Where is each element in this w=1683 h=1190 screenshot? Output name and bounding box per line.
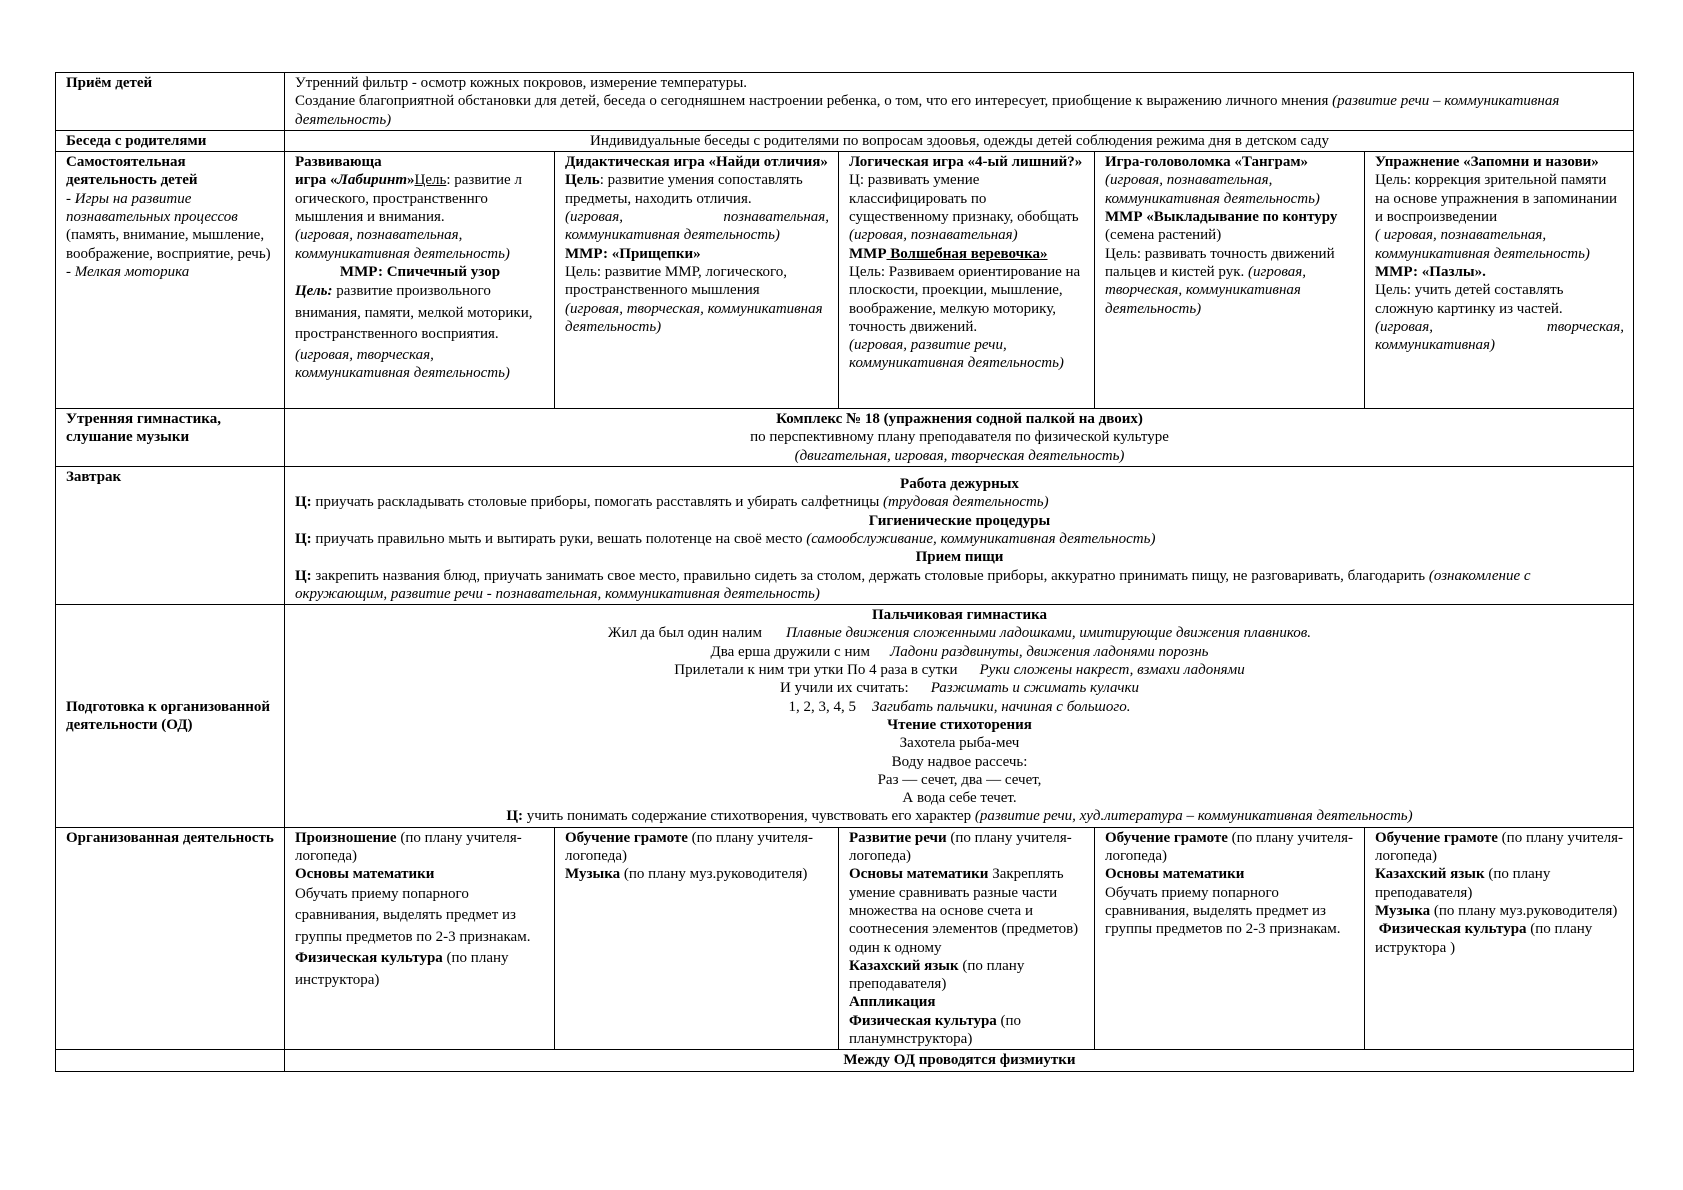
row-reception: [56, 73, 1634, 131]
independent-monday: Развивающа игра «Лабиринт»Цель: развитие л огического, пространственнго мышления и внимания. (игровая, познавательная, коммуникативная деятельность) ММР: Спичечный узор Цель: развитие произвольного внимания, памяти, мелкой моторики, пространственного восприятия. (игровая, творческая, коммуникативная деятельность): [285, 152, 555, 409]
od-thursday: Обучение грамоте (по плану учителя-логопеда) Основы математики Обучать приему попарного сравнивания, выделять предмет из группы предметов по 2-3 признакам.: [1095, 827, 1365, 1050]
reception-line1: Утренний фильтр - осмотр кожных покровов, измерение температуры.: [295, 75, 748, 91]
row-label-footer: [56, 1050, 285, 1071]
row-parents: [56, 130, 1634, 151]
reception-content: [285, 73, 1634, 131]
row-label-parents: Беседа с родителями: [56, 130, 285, 151]
footer-content: Между ОД проводятся физмиутки: [285, 1050, 1634, 1071]
prep-content: Пальчиковая гимнастика Жил да был один налим Плавные движения сложенными ладошками, имитирующие движения плавников. Два ерша дружили с ним Ладони раздвинуты, движения ладонями порознь Прилетали к ним три утки По 4 раза в сутки Руки сложены накрест, взмахи ладонями И учили их считать: Разжимать и сжимать кулачки 1, 2, 3, 4, 5 Загибать пальчики, начиная с большого. Чтение стихоторения Захотела рыба-меч Воду надвое рассечь: Раз — сечет, два — сечет, А вода себе течет. Ц: учить понимать содержание стихотворения, чувствовать его характер (развитие речи, худ.литература – коммуникативная деятельность): [285, 605, 1634, 828]
od-monday: Произношение (по плану учителя-логопеда) Основы математики Обучать приему попарного сравнивания, выделять предмет из группы предметов по 2-3 признакам. Физическая культура (по плану инструктора): [285, 827, 555, 1050]
row-label-breakfast: Завтрак: [56, 467, 285, 605]
od-friday: Обучение грамоте (по плану учителя-логопеда) Казахский язык (по плану преподавателя) Музыка (по плану муз.руководителя) Физическая культура (по плану иструктора ): [1365, 827, 1634, 1050]
od-wednesday: Развитие речи (по плану учителя-логопеда) Основы математики Закреплять умение сравнивать разные части множества на основе счета и соотнесения элементов (предметов) один к одному Казахский язык (по плану преподавателя) Аппликация Физическая культура (по планумнструктора): [839, 827, 1095, 1050]
parents-content: Индивидуальные беседы с родителями по вопросам здоовья, одежды детей соблюдения режима дня в детском саду: [285, 130, 1634, 151]
od-tuesday: Обучение грамоте (по плану учителя-логопеда) Музыка (по плану муз.руководителя): [555, 827, 839, 1050]
row-label-reception: Приём детей: [56, 73, 285, 131]
row-label-prep: Подготовка к организованной деятельности (ОД): [56, 605, 285, 828]
row-od: [56, 827, 1634, 1050]
row-footer: [56, 1050, 1634, 1071]
gym-content: Комплекс № 18 (упражнения содной палкой на двоих) по перспективному плану преподавателя по физической культуре (двигательная, игровая, творческая деятельность): [285, 409, 1634, 467]
independent-friday: Упражнение «Запомни и назови» Цель: коррекция зрительной памяти на основе упражнения в запоминании и воспроизведении ( игровая, познавательная, коммуникативная деятельность) ММР: «Пазлы». Цель: учить детей составлять сложную картинку из частей. (игровая, творческая, коммуникативная): [1365, 152, 1634, 409]
daily-plan-table: [55, 72, 1634, 1072]
row-label-gym: Утренняя гимнастика, слушание музыки: [56, 409, 285, 467]
reception-line2: Создание благоприятной обстановки для детей, беседа о сегодняшнем настроении ребенка, о том, что его интересует, приобщение к выражению личного мнения (развитие речи – коммуникативная деятельность): [295, 93, 1560, 128]
row-gym: [56, 409, 1634, 467]
row-label-independent: Самостоятельная деятельность детей - Игры на развитие познавательных процессов (память, внимание, мышление, воображение, восприятие, речь) - Мелкая моторика: [56, 152, 285, 409]
independent-tuesday: Дидактическая игра «Найди отличия» Цель: развитие умения сопоставлять предметы, находить отличия. (игровая, познавательная, коммуникативная деятельность) ММР: «Прищепки» Цель: развитие ММР, логического, пространственного мышления (игровая, творческая, коммуникативная деятельность): [555, 152, 839, 409]
independent-thursday: Игра-головоломка «Танграм» (игровая, познавательная, коммуникативная деятельность) ММР «Выкладывание по контуру (семена растений) Цель: развивать точность движений пальцев и кистей рук. (игровая, творческая, коммуникативная деятельность): [1095, 152, 1365, 409]
row-independent: [56, 152, 1634, 409]
breakfast-content: Работа дежурных Ц: приучать раскладывать столовые приборы, помогать расставлять и убирать салфетницы (трудовая деятельность) Гигиенические процедуры Ц: приучать правильно мыть и вытирать руки, вешать полотенце на своё место (самообслуживание, коммуникативная деятельность) Прием пищи Ц: закрепить названия блюд, приучать занимать свое место, правильно сидеть за столом, держать столовые приборы, аккуратно принимать пищу, не разговаривать, благодарить (ознакомление с окружающим, развитие речи - познавательная, коммуникативная деятельность): [285, 467, 1634, 605]
row-breakfast: [56, 467, 1634, 605]
independent-wednesday: Логическая игра «4-ый лишний?» Ц: развивать умение классифицировать по существенному признаку, обобщать (игровая, познавательная) ММР Волшебная веревочка» Цель: Развиваем ориентирование на плоскости, проекции, мышление, воображение, мелкую моторику, точность движений. (игровая, развитие речи, коммуникативная деятельность): [839, 152, 1095, 409]
row-prep: [56, 605, 1634, 828]
row-label-od: Организованная деятельность: [56, 827, 285, 1050]
